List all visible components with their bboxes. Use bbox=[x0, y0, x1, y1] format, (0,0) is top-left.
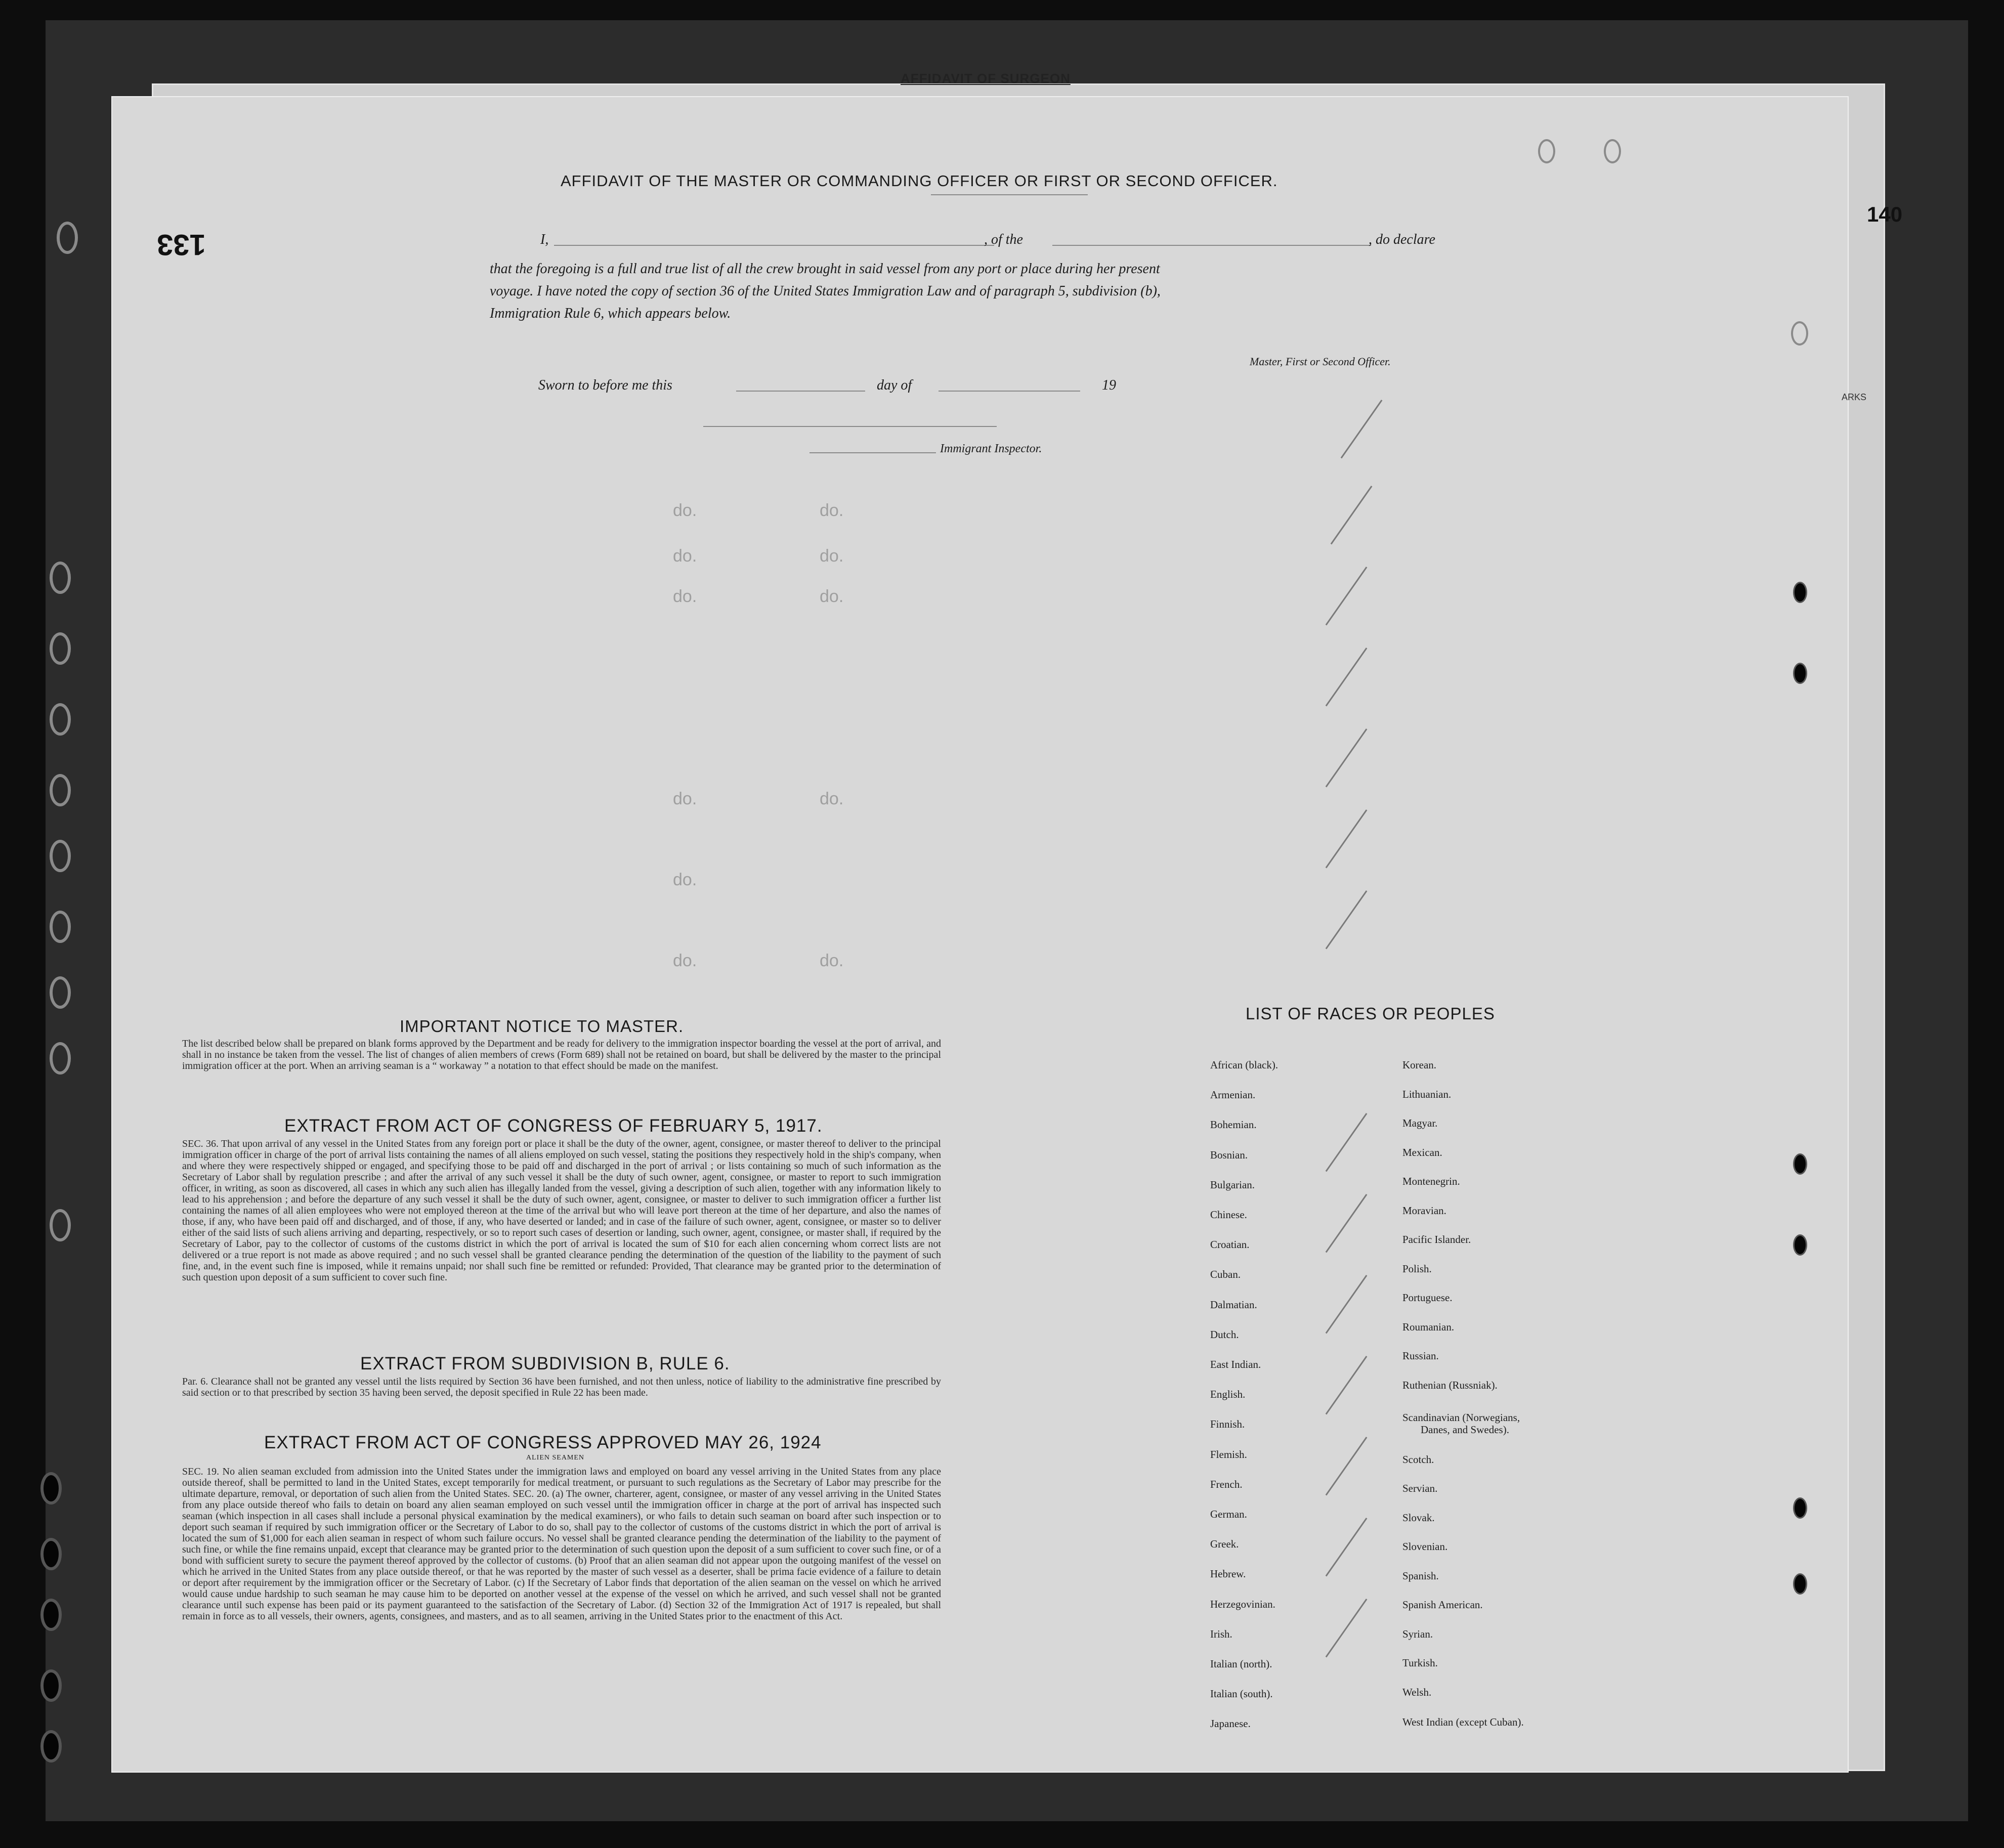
binder-hole-icon bbox=[40, 1669, 62, 1702]
punch-hole-icon bbox=[1793, 1234, 1807, 1256]
name-field bbox=[554, 245, 994, 246]
bleed-text: do. bbox=[820, 951, 844, 970]
sworn-day-field bbox=[736, 391, 865, 392]
master-signature-label: Master, First or Second Officer. bbox=[1250, 355, 1391, 368]
race-item: Servian. bbox=[1402, 1482, 1438, 1494]
bleed-text: do. bbox=[820, 587, 844, 606]
race-item: Dutch. bbox=[1210, 1328, 1239, 1341]
race-item: Cuban. bbox=[1210, 1268, 1241, 1281]
binder-hole-icon bbox=[50, 976, 71, 1009]
race-item: Finnish. bbox=[1210, 1418, 1245, 1431]
race-item: Bosnian. bbox=[1210, 1148, 1248, 1161]
binder-hole-icon bbox=[50, 911, 71, 943]
affidavit-i-label: I, bbox=[540, 232, 549, 247]
extract-rule6-title: EXTRACT FROM SUBDIVISION B, RULE 6. bbox=[360, 1354, 730, 1373]
extract-1917-title: EXTRACT FROM ACT OF CONGRESS OF FEBRUARY 5, 1917. bbox=[284, 1116, 823, 1136]
race-item: Slovenian. bbox=[1402, 1540, 1448, 1553]
race-item: East Indian. bbox=[1210, 1358, 1261, 1370]
binder-hole-icon bbox=[50, 1209, 71, 1241]
punch-hole-icon bbox=[1793, 663, 1807, 684]
race-item: French. bbox=[1210, 1478, 1243, 1490]
race-item: Scandinavian (Norwegians, bbox=[1402, 1411, 1520, 1424]
extract-1917-text: SEC. 36. That upon arrival of any vessel in the United States from any foreign port or place it shall be the duty of the owner, agent, consignee, or master thereof to deliver to the principal immigration officer in charge of the port of arrival lists containing the names of all aliens employed on such vessel, stating the positions they respectively hold in the ship's company, when and where they were respectively shipped or engaged, and specifying those to be paid off and discharged in the port of arrival ; or lists containing so much of such information as the Secretary of Labor shall by regulation prescribe ; and after the arrival of any such vessel it shall be the duty of such owner, agent, consignee, or master to report to such immigration officer, in writing, as soon as discovered, all cases in which any such alien has illegally landed from the vessel, giving a description of such alien, together with any information likely to lead to his apprehension ; and before the departure of any such vessel it shall be the duty of such owner, agent, consignee, or master to deliver to such immigration officer a further list containing the names of all alien employees who were not employed thereon at the time of the arrival but who will leave port thereon at the time of her departure, and also the names of those, if any, who have been paid off and discharged, and of those, if any, who have deserted or landed; and in case of the failure of such owner, agent, consignee, or master so to deliver either of the said lists of such aliens arriving and departing, respectively, or so to report such cases of desertion or landing, such owner, agent, consignee, or master shall, if required by the Secretary of Labor, pay to the collector of customs of the customs district in which the port of arrival is located the sum of $10 for each alien concerning whom correct lists are not delivered or a true report is not made as above required ; and no such vessel shall be granted clearance pending the determination of the question of the liability to the payment of such fine, and, in the event such fine is imposed, while it remains unpaid; nor shall such fine be remitted or refunded: Provided, That clearance may be granted prior to the determination of such question upon deposit of a sum sufficient to cover such fine. bbox=[182, 1138, 941, 1283]
affidavit-do-declare: , do declare bbox=[1369, 232, 1435, 247]
extract-1924-title: EXTRACT FROM ACT OF CONGRESS APPROVED MAY 26, 1924 bbox=[264, 1433, 822, 1452]
race-item: Turkish. bbox=[1402, 1657, 1438, 1669]
race-item: Spanish American. bbox=[1402, 1599, 1483, 1611]
race-item: Ruthenian (Russniak). bbox=[1402, 1379, 1498, 1391]
bleed-text: do. bbox=[820, 789, 844, 808]
race-item: Russian. bbox=[1402, 1350, 1439, 1362]
race-item: Mexican. bbox=[1402, 1146, 1442, 1158]
binder-hole-icon bbox=[40, 1472, 62, 1505]
race-item: Flemish. bbox=[1210, 1448, 1247, 1460]
race-item: Portuguese. bbox=[1402, 1292, 1453, 1304]
binder-hole-icon bbox=[50, 774, 71, 806]
punch-hole-icon bbox=[1793, 1153, 1807, 1175]
bleed-text: do. bbox=[820, 501, 844, 520]
affidavit-title: AFFIDAVIT OF THE MASTER OR COMMANDING OFFICER OR FIRST OR SECOND OFFICER. bbox=[561, 172, 1278, 190]
race-item: Dalmatian. bbox=[1210, 1298, 1257, 1311]
race-item: English. bbox=[1210, 1388, 1246, 1401]
punch-hole-icon bbox=[1793, 582, 1807, 603]
sworn-label: Sworn to before me this bbox=[538, 377, 672, 393]
races-title: LIST OF RACES OR PEOPLES bbox=[1246, 1004, 1495, 1023]
race-item: Italian (north). bbox=[1210, 1658, 1272, 1670]
notice-text: The list described below shall be prepared on blank forms approved by the Department and be ready for delivery to the immigration inspector boarding the vessel at the port of arrival, and shall in no instance be taken from the vessel. The list of changes of alien members of crews (Form 689) shall not be retained on board, but shall be delivered by the master to the principal immigration officer at the port. When an arriving seaman is a “ workaway ” a notation to that effect should be made on the manifest. bbox=[182, 1038, 941, 1071]
race-item: Korean. bbox=[1402, 1059, 1437, 1071]
race-item: Irish. bbox=[1210, 1627, 1232, 1640]
page-number-left: 133 bbox=[157, 228, 206, 261]
race-item: Scotch. bbox=[1402, 1453, 1434, 1466]
binder-hole-icon bbox=[57, 222, 78, 254]
race-item: Italian (south). bbox=[1210, 1688, 1273, 1700]
inspector-label: Immigrant Inspector. bbox=[940, 442, 1042, 455]
race-item: Greek. bbox=[1210, 1538, 1239, 1551]
binder-hole-icon bbox=[50, 703, 71, 736]
bleed-text: do. bbox=[673, 951, 697, 970]
race-item: Chinese. bbox=[1210, 1209, 1247, 1221]
binder-hole-icon bbox=[40, 1730, 62, 1763]
race-item: Bulgarian. bbox=[1210, 1178, 1255, 1191]
punch-hole-icon bbox=[1538, 139, 1555, 163]
bleed-text: do. bbox=[673, 587, 697, 606]
binder-hole-icon bbox=[50, 1042, 71, 1075]
binder-hole-icon bbox=[40, 1538, 62, 1570]
punch-hole-icon bbox=[1604, 139, 1621, 163]
sworn-month-field bbox=[939, 391, 1080, 392]
binder-hole-icon bbox=[50, 840, 71, 872]
race-item: Montenegrin. bbox=[1402, 1175, 1460, 1187]
extract-1924-text: SEC. 19. No alien seaman excluded from admission into the United States under the immigration laws and employed on board any vessel arriving in the United States from any place outside thereof, shall be permitted to land in the United States, except temporarily for medical treatment, or pursuant to such regulations as the Secretary of Labor may prescribe for the ultimate departure, removal, or deportation of such alien from the United States. SEC. 20. (a) The owner, charterer, agent, consignee, or master of any vessel arriving in the United States from any place outside thereof who fails to detain on board any alien seaman employed on such vessel until the immigration officer in charge at the port of arrival has inspected such seaman (which inspection in all cases shall include a personal physical examination by the medical examiners), or who fails to detain such seaman on board after such inspection or to deport such seaman if required by such immigration officer or the Secretary of Labor to do so, shall pay to the collector of customs of the customs district in which the port of arrival is located the sum of $1,000 for each alien seaman in respect of whom such failure occurs. No vessel shall be granted clearance pending the determination of the liability to the payment of such fine, or while the fine remains unpaid, except that clearance may be granted prior to the determination of such question upon the deposit of a sum sufficient to cover such fine, or of a bond with sufficient surety to secure the payment thereof approved by the collector of customs. (b) Proof that an alien seaman did not appear upon the outgoing manifest of the vessel on which he arrived in the United States from any place outside thereof, or that he was reported by the master of such vessel as a deserter, shall be prima facie evidence of a failure to detain or deport after requirement by the immigration officer or the Secretary of Labor. (c) If the Secretary of Labor finds that deportation of the alien seaman on the vessel on which he arrived would cause undue hardship to such seaman he may cause him to be deported on another vessel at the expense of the vessel on which he arrived, and such vessel shall not be granted clearance until such expense has been paid or its payment guaranteed to the satisfaction of the Secretary of Labor. (d) Section 32 of the Immigration Act of 1917 is repealed, but shall remain in force as to all vessels, their owners, agents, consignees, and masters, and as to all seamen, arriving in the United States prior to the enactment of this Act. bbox=[182, 1466, 941, 1622]
affidavit-line-3: voyage. I have noted the copy of section 36 of the United States Immigration Law and of paragraph 5, subdivision (b), bbox=[490, 283, 1161, 299]
punch-hole-icon bbox=[1791, 321, 1808, 346]
day-of-label: day of bbox=[877, 377, 912, 393]
affidavit-of-the: , of the bbox=[984, 232, 1023, 247]
year-label: 19 bbox=[1102, 377, 1116, 393]
race-item: Syrian. bbox=[1402, 1628, 1433, 1640]
race-item: Bohemian. bbox=[1210, 1119, 1257, 1131]
race-item: Magyar. bbox=[1402, 1117, 1438, 1129]
bleed-text: do. bbox=[673, 546, 697, 566]
extract-1924-subtitle: ALIEN SEAMEN bbox=[526, 1454, 585, 1462]
race-item: Pacific Islander. bbox=[1402, 1233, 1471, 1245]
bleed-text: do. bbox=[673, 789, 697, 808]
race-item: Polish. bbox=[1402, 1263, 1432, 1275]
race-item: Danes, and Swedes). bbox=[1421, 1424, 1509, 1436]
bleed-text: ARKS bbox=[1842, 392, 1867, 402]
race-item: West Indian (except Cuban). bbox=[1402, 1716, 1524, 1728]
binder-hole-icon bbox=[50, 562, 71, 594]
punch-hole-icon bbox=[1793, 1573, 1807, 1595]
race-item: Hebrew. bbox=[1210, 1568, 1246, 1580]
race-item: Japanese. bbox=[1210, 1717, 1251, 1730]
race-item: Armenian. bbox=[1210, 1089, 1256, 1101]
race-item: Lithuanian. bbox=[1402, 1088, 1452, 1100]
race-item: Welsh. bbox=[1402, 1686, 1432, 1698]
bleed-text: do. bbox=[820, 546, 844, 566]
extract-rule6-text: Par. 6. Clearance shall not be granted any vessel until the lists required by Section 36 have been furnished, and not then unless, notice of liability to the administrative fine prescribed by said section or to that prescribed by section 35 having been served, the deposit specified in Rule 22 has been made. bbox=[182, 1376, 941, 1398]
binder-hole-icon bbox=[50, 632, 71, 665]
race-item: German. bbox=[1210, 1508, 1247, 1520]
bleed-text: do. bbox=[673, 501, 697, 520]
race-item: Roumanian. bbox=[1402, 1321, 1455, 1333]
race-item: Herzegovinian. bbox=[1210, 1598, 1275, 1610]
underlying-header: AFFIDAVIT OF SURGEON bbox=[901, 71, 1071, 86]
notice-title: IMPORTANT NOTICE TO MASTER. bbox=[400, 1017, 684, 1036]
affidavit-line-2: that the foregoing is a full and true list of all the crew brought in said vessel from any port or place during her present bbox=[490, 261, 1160, 277]
race-item: Croatian. bbox=[1210, 1238, 1250, 1251]
punch-hole-icon bbox=[1793, 1497, 1807, 1519]
inspector-signature-line bbox=[703, 426, 997, 427]
race-item: Moravian. bbox=[1402, 1205, 1446, 1217]
race-item: Slovak. bbox=[1402, 1512, 1435, 1524]
bleed-text: do. bbox=[673, 870, 697, 889]
affidavit-line-4: Immigration Rule 6, which appears below. bbox=[490, 306, 731, 321]
binder-hole-icon bbox=[40, 1599, 62, 1631]
race-item: Spanish. bbox=[1402, 1570, 1439, 1582]
page-number-right: 140 bbox=[1867, 202, 1903, 226]
race-item: African (black). bbox=[1210, 1059, 1278, 1071]
rank-field bbox=[1052, 245, 1371, 246]
